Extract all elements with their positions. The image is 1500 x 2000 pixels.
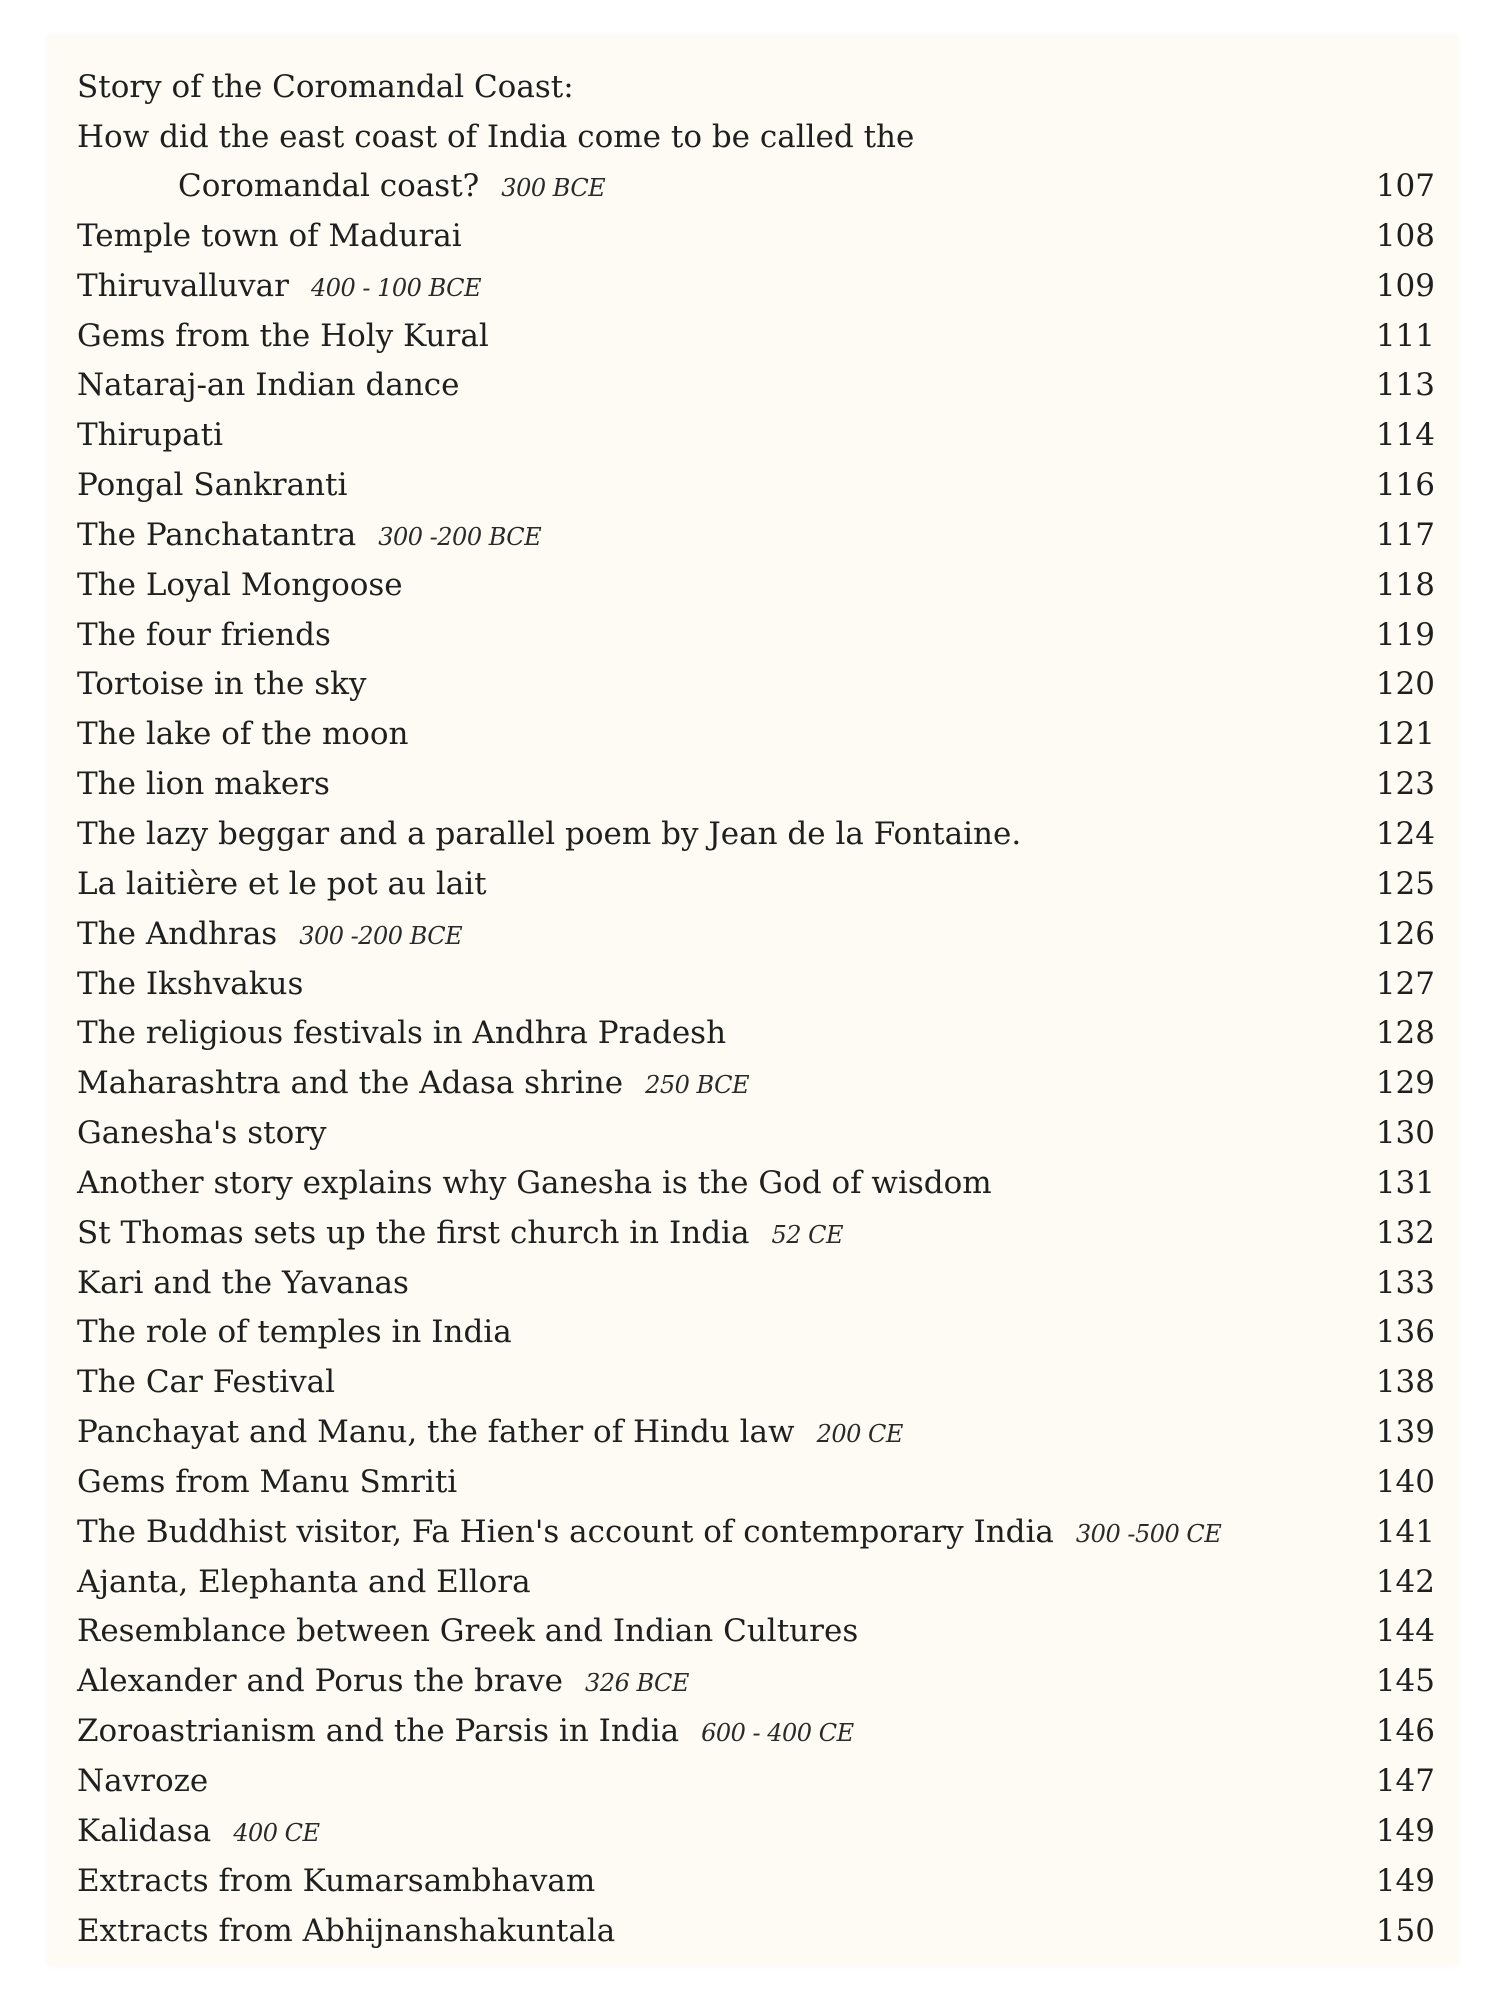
toc-entry (77, 1607, 1435, 1657)
toc-entry-page-number: 150 (1375, 1912, 1435, 1949)
toc-entry-page-number: 116 (1375, 467, 1435, 504)
toc-entry (77, 1159, 1435, 1209)
toc-entry-title: St Thomas sets up the first church in India (77, 1214, 750, 1251)
toc-entry-title: The religious festivals in Andhra Pradesh (77, 1015, 727, 1052)
toc-entry-page-number: 119 (1375, 616, 1435, 653)
toc-entry (77, 262, 1435, 312)
toc-entry-date: 326 BCE (585, 1669, 689, 1698)
toc-entry-text (77, 611, 331, 661)
toc-entry-text (77, 1109, 327, 1159)
toc-entry (77, 1657, 1435, 1707)
toc-entry-title: The lion makers (77, 766, 330, 803)
toc-entry-title: La laitière et le pot au lait (77, 865, 487, 902)
toc-entry-text (77, 760, 330, 810)
toc-entry (77, 312, 1435, 362)
toc-entry (77, 1059, 1435, 1109)
toc-entry-text (77, 1308, 512, 1358)
toc-entry (77, 1009, 1435, 1059)
toc-entry-title: The Ikshvakus (77, 965, 304, 1002)
toc-entry-title: Tortoise in the sky (77, 666, 367, 703)
toc-entry-page-number: 123 (1375, 766, 1435, 803)
toc-entry-text (77, 1757, 208, 1807)
toc-entry-page-number: 107 (1375, 168, 1435, 204)
toc-entry (77, 611, 1435, 661)
toc-entry-date: 300 -200 BCE (378, 522, 542, 551)
toc-entry-text (77, 660, 366, 710)
toc-entry-page-number: 128 (1375, 1015, 1435, 1052)
toc-entry (77, 960, 1435, 1010)
toc-entry (77, 212, 1435, 262)
toc-entry-page-number: 141 (1375, 1513, 1435, 1550)
toc-entry-page-number: 145 (1375, 1663, 1435, 1700)
toc-entry-page-number: 146 (1375, 1713, 1435, 1750)
toc-section-heading: Story of the Coromandal Coast: (77, 69, 574, 105)
toc-entry-title: Navroze (77, 1763, 209, 1799)
toc-entry (77, 1458, 1435, 1508)
toc-entry-page-number: 138 (1375, 1364, 1435, 1401)
toc-entry (77, 162, 1435, 212)
toc-entry-page-number: 149 (1375, 1862, 1435, 1899)
toc-entry-text (77, 1159, 992, 1209)
toc-entry-page-number: 118 (1375, 566, 1435, 603)
toc-entry-title: Thiruvalluvar (77, 267, 289, 304)
toc-entry-page-number: 130 (1375, 1115, 1435, 1152)
toc-entry-page-number: 129 (1375, 1065, 1435, 1102)
toc-entry-date: 400 - 100 BCE (310, 273, 482, 302)
toc-entry-page-number: 142 (1375, 1563, 1435, 1600)
toc-entry-text (77, 511, 541, 563)
toc-entry (77, 1358, 1435, 1408)
toc-entry (77, 511, 1435, 561)
toc-entry (77, 910, 1435, 960)
toc-entry-title: The lake of the moon (77, 716, 409, 753)
toc-entry-title: The lazy beggar and a parallel poem by Jean de la Fontaine. (77, 815, 1022, 852)
toc-entry (77, 1109, 1435, 1159)
toc-entry-text (77, 1907, 615, 1957)
toc-entry-title: Gems from the Holy Kural (77, 317, 489, 354)
toc-entry-title: Ajanta, Elephanta and Ellora (77, 1563, 531, 1600)
toc-entry-text (77, 1259, 409, 1309)
toc-entry-page-number: 136 (1375, 1314, 1435, 1351)
toc-entry-page-number: 140 (1375, 1463, 1435, 1500)
toc-entry-page-number: 121 (1375, 716, 1435, 753)
toc-entry-title: Zoroastrianism and the Parsis in India (77, 1713, 680, 1750)
toc-entry-title: Kari and the Yavanas (77, 1264, 409, 1301)
toc-entry-title: The Car Festival (77, 1364, 336, 1401)
toc-entry-title: Another story explains why Ganesha is the God of wisdom (77, 1164, 992, 1201)
toc-entry (77, 660, 1435, 710)
toc-entry (77, 1558, 1435, 1608)
toc-entry-page-number: 139 (1375, 1414, 1435, 1451)
toc-entry-text (77, 1408, 903, 1460)
toc-entry-text (77, 561, 403, 611)
toc-entry-title: Extracts from Abhijnanshakuntala (77, 1912, 616, 1949)
toc-entry-text (77, 1607, 858, 1657)
toc-entry-title: The Buddhist visitor, Fa Hien's account of contemporary India (77, 1513, 1054, 1550)
toc-entry (77, 1259, 1435, 1309)
toc-entry-text (77, 411, 223, 461)
toc-entry-text (77, 162, 605, 214)
toc-section-question: How did the east coast of India come to be called the (77, 119, 915, 155)
toc-entry (77, 810, 1435, 860)
toc-entry-page-number: 117 (1375, 516, 1435, 553)
toc-entry-text (77, 1358, 335, 1408)
toc-entry-text (77, 1508, 1221, 1560)
toc-entry-page-number: 111 (1375, 317, 1435, 354)
toc-entry-text (77, 960, 303, 1010)
toc-entry (77, 1508, 1435, 1558)
toc-entry-title: Panchayat and Manu, the father of Hindu law (77, 1414, 795, 1451)
toc-entry (77, 1757, 1435, 1807)
toc-entry-title: Kalidasa (77, 1812, 212, 1849)
toc-entry-page-number: 125 (1375, 865, 1435, 902)
toc-entry (77, 760, 1435, 810)
toc-entry (77, 461, 1435, 511)
toc-entry-text (77, 1857, 595, 1907)
toc-entry-text (77, 361, 460, 411)
toc-entry (77, 1308, 1435, 1358)
toc-entry-title: Nataraj-an Indian dance (77, 367, 460, 404)
table-of-contents (77, 62, 1435, 1956)
toc-entry-text (77, 1209, 843, 1261)
toc-entry-title: Temple town of Madurai (77, 217, 462, 254)
toc-entry-date: 250 BCE (645, 1071, 750, 1100)
toc-entry-title: Resemblance between Greek and Indian Cultures (77, 1613, 859, 1650)
toc-entry-title: The four friends (77, 616, 331, 653)
toc-entry-text (77, 710, 409, 760)
toc-entries (77, 162, 1435, 1956)
toc-entry-title: Extracts from Kumarsambhavam (77, 1862, 596, 1899)
toc-entry-title: Coromandal coast? (178, 168, 480, 204)
toc-entry-text (77, 312, 489, 362)
toc-entry (77, 411, 1435, 461)
toc-entry-title: The Panchatantra (77, 516, 357, 553)
toc-entry (77, 1907, 1435, 1957)
toc-entry-title: The role of temples in India (77, 1314, 512, 1351)
toc-entry-date: 52 CE (771, 1220, 844, 1249)
toc-entry-title: Maharashtra and the Adasa shrine (77, 1065, 624, 1102)
toc-entry-text (77, 1807, 320, 1859)
toc-entry-title: The Loyal Mongoose (77, 566, 403, 603)
toc-entry-title: Thirupati (77, 417, 224, 454)
toc-entry-page-number: 113 (1375, 367, 1435, 404)
toc-entry-page-number: 144 (1375, 1613, 1435, 1650)
toc-entry (77, 860, 1435, 910)
toc-entry-text (77, 1009, 726, 1059)
toc-entry-page-number: 120 (1375, 666, 1435, 703)
toc-entry-page-number: 114 (1375, 417, 1435, 454)
toc-entry-text (77, 810, 1021, 860)
toc-entry-title: The Andhras (77, 915, 278, 952)
toc-entry (77, 361, 1435, 411)
toc-entry (77, 1707, 1435, 1757)
toc-entry-date: 200 CE (816, 1420, 903, 1449)
toc-entry-page-number: 149 (1375, 1812, 1435, 1849)
toc-entry-date: 600 - 400 CE (701, 1719, 854, 1748)
toc-entry-text (77, 1458, 457, 1508)
toc-entry (77, 710, 1435, 760)
toc-entry-text (77, 860, 487, 910)
toc-entry-date: 400 CE (233, 1818, 320, 1847)
toc-entry-page-number: 131 (1375, 1164, 1435, 1201)
toc-entry-page-number: 108 (1375, 217, 1435, 254)
toc-entry (77, 1408, 1435, 1458)
toc-entry-page-number: 133 (1375, 1264, 1435, 1301)
toc-entry-date: 300 -200 BCE (299, 921, 463, 950)
toc-entry-title: Gems from Manu Smriti (77, 1463, 458, 1500)
toc-entry-text (77, 1558, 531, 1608)
toc-entry-text (77, 1657, 689, 1709)
toc-entry (77, 561, 1435, 611)
toc-entry-page-number: 127 (1375, 965, 1435, 1002)
toc-entry-title: Alexander and Porus the brave (77, 1663, 564, 1700)
toc-entry-date: 300 BCE (501, 174, 606, 202)
toc-entry-text (77, 1707, 854, 1759)
toc-entry-text (77, 461, 347, 511)
toc-entry-page-number: 126 (1375, 915, 1435, 952)
toc-entry-text (77, 1059, 749, 1111)
toc-entry-page-number: 124 (1375, 815, 1435, 852)
toc-entry-title: Pongal Sankranti (77, 467, 348, 504)
toc-entry-text (77, 262, 481, 314)
toc-entry-text (77, 212, 462, 262)
toc-entry (77, 1857, 1435, 1907)
toc-entry-title: Ganesha's story (77, 1115, 327, 1152)
toc-entry-page-number: 109 (1375, 267, 1435, 304)
toc-entry-date: 300 -500 CE (1075, 1519, 1222, 1548)
toc-entry (77, 1807, 1435, 1857)
toc-entry-page-number: 147 (1375, 1763, 1435, 1799)
toc-entry (77, 1209, 1435, 1259)
toc-entry-text (77, 910, 462, 962)
toc-entry-page-number: 132 (1375, 1214, 1435, 1251)
